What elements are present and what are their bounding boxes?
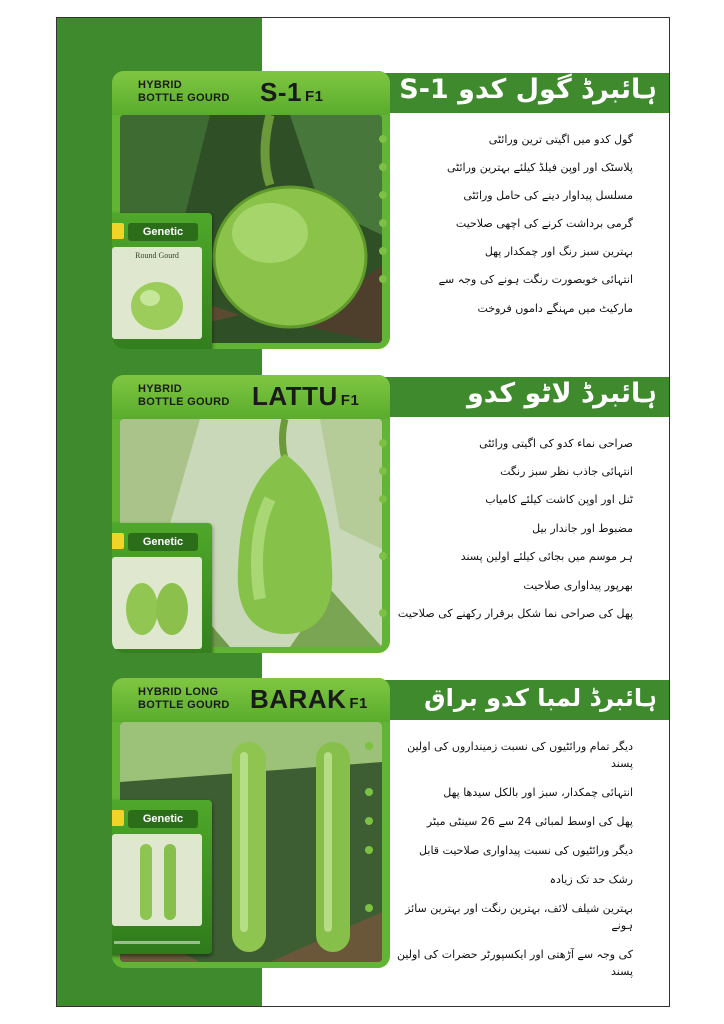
card-label-line1: HYBRID <box>138 79 182 91</box>
list-item: انتہائی چمکدار، سبز اور بالکل سیدھا پھل <box>383 784 633 801</box>
packet-brand: Genetic <box>128 810 198 828</box>
feature-list <box>397 435 633 633</box>
section-s1 <box>57 71 670 366</box>
packet-brand: Genetic <box>128 223 198 241</box>
list-item: ٹنل اور اوپن کاشت کیلئے کامیاب مضبوط اور جاندار بیل <box>397 491 633 537</box>
list-item-continuation: مضبوط اور جاندار بیل <box>532 522 633 535</box>
section-title: ہائبرڈ گول کدو S-1 <box>399 74 657 105</box>
section-title: ہائبرڈ لمبا کدو براق <box>424 684 657 712</box>
list-item: گرمی برداشت کرنے کی اچھی صلاحیت <box>397 215 633 232</box>
section-barak <box>57 678 670 996</box>
list-item: مسلسل پیداوار دینے کی حامل ورائٹی <box>397 187 633 204</box>
feature-list <box>383 738 633 992</box>
list-item: گول کدو میں اگیتی ترین ورائٹی <box>397 131 633 148</box>
variety-code: BARAK F1 <box>250 684 368 714</box>
bullet-dot-icon <box>365 742 373 750</box>
variety-code: S-1 F1 <box>260 77 324 107</box>
bullet-dot-icon <box>379 275 387 283</box>
bullet-dot-icon <box>379 439 387 447</box>
product-card <box>112 71 390 349</box>
card-header <box>112 375 390 419</box>
section-lattu <box>57 375 670 670</box>
bullet-dot-icon <box>365 904 373 912</box>
card-label <box>138 686 230 712</box>
list-item: بہترین سبز رنگ اور چمکدار پھل <box>397 243 633 260</box>
list-item: پھل کی صراحی نما شکل برقرار رکھنے کی صلاحیت <box>397 605 633 622</box>
gourd-image-icon <box>112 260 202 339</box>
bullet-dot-icon <box>379 219 387 227</box>
seed-packet <box>112 800 212 954</box>
list-item: انتہائی جاذب نظر سبز رنگت <box>397 463 633 480</box>
section-title-bar <box>382 377 670 417</box>
section-title-bar <box>382 73 670 113</box>
variety-code: LATTU F1 <box>252 381 360 411</box>
card-label-line2: BOTTLE GOURD <box>138 699 230 711</box>
packet-footer <box>114 941 200 944</box>
bullet-dot-icon <box>365 788 373 796</box>
list-item: پلاسٹک اور اوپن فیلڈ کیلئے بہترین ورائٹی <box>397 159 633 176</box>
brochure-sheet <box>56 17 670 1007</box>
list-item-continuation: بھرپور پیداواری صلاحیت <box>523 579 633 592</box>
section-title: ہائبرڈ لاٹو کدو <box>467 378 657 409</box>
seed-packet <box>112 523 212 653</box>
card-label <box>138 383 230 409</box>
bullet-dot-icon <box>379 552 387 560</box>
feature-list <box>397 131 633 328</box>
bullet-dot-icon <box>379 247 387 255</box>
list-item: دیگر ورائٹیوں کی نسبت پیداواری صلاحیت قابل رشک حد تک زیادہ <box>383 842 633 888</box>
card-label-line2: BOTTLE GOURD <box>138 92 230 104</box>
card-header <box>112 71 390 115</box>
product-card <box>112 678 390 968</box>
gourd-image-icon <box>112 834 202 926</box>
card-header <box>112 678 390 722</box>
packet-brand: Genetic <box>128 533 198 551</box>
list-item-continuation: مارکیٹ میں مہنگے داموں فروخت <box>477 302 633 315</box>
seed-packet <box>112 213 212 349</box>
packet-window <box>112 557 202 649</box>
list-item-continuation: کی وجہ سے آڑھتی اور ایکسپورٹر حضرات کی اولین پسند <box>396 948 633 978</box>
bullet-dot-icon <box>379 191 387 199</box>
list-item: ہر موسم میں بجائی کیلئے اولین پسند بھرپور پیداواری صلاحیت <box>397 548 633 594</box>
packet-window <box>112 834 202 926</box>
section-title-bar <box>382 680 670 720</box>
list-item: انتہائی خوبصورت رنگت ہونے کی وجہ سے مارکیٹ میں مہنگے داموں فروخت <box>397 271 633 317</box>
bullet-dot-icon <box>379 467 387 475</box>
bullet-dot-icon <box>379 135 387 143</box>
packet-window <box>112 247 202 339</box>
brand-logo-icon <box>112 810 124 826</box>
card-label-line2: BOTTLE GOURD <box>138 396 230 408</box>
brand-logo-icon <box>112 223 124 239</box>
list-item: دیگر تمام ورائٹیوں کی نسبت زمینداروں کی اولین پسند <box>383 738 633 772</box>
product-card <box>112 375 390 653</box>
card-label <box>138 79 230 105</box>
list-item: صراحی نماء کدو کی اگیتی ورائٹی <box>397 435 633 452</box>
list-item-continuation: رشک حد تک زیادہ <box>549 873 633 886</box>
card-label-line1: HYBRID LONG <box>138 686 219 698</box>
bullet-dot-icon <box>379 163 387 171</box>
bullet-dot-icon <box>379 609 387 617</box>
gourd-image-icon <box>112 557 202 649</box>
list-item: بہترین شیلف لائف، بہترین رنگت اور بہترین سائز ہونے کی وجہ سے آڑھتی اور ایکسپورٹر حضرات کی اولین پسند <box>383 900 633 980</box>
bullet-dot-icon <box>365 846 373 854</box>
list-item: پھل کی اوسط لمبائی 24 سے 26 سینٹی میٹر <box>383 813 633 830</box>
bullet-dot-icon <box>379 495 387 503</box>
card-label-line1: HYBRID <box>138 383 182 395</box>
brand-logo-icon <box>112 533 124 549</box>
packet-window-text: Round Gourd <box>135 251 179 260</box>
bullet-dot-icon <box>365 817 373 825</box>
